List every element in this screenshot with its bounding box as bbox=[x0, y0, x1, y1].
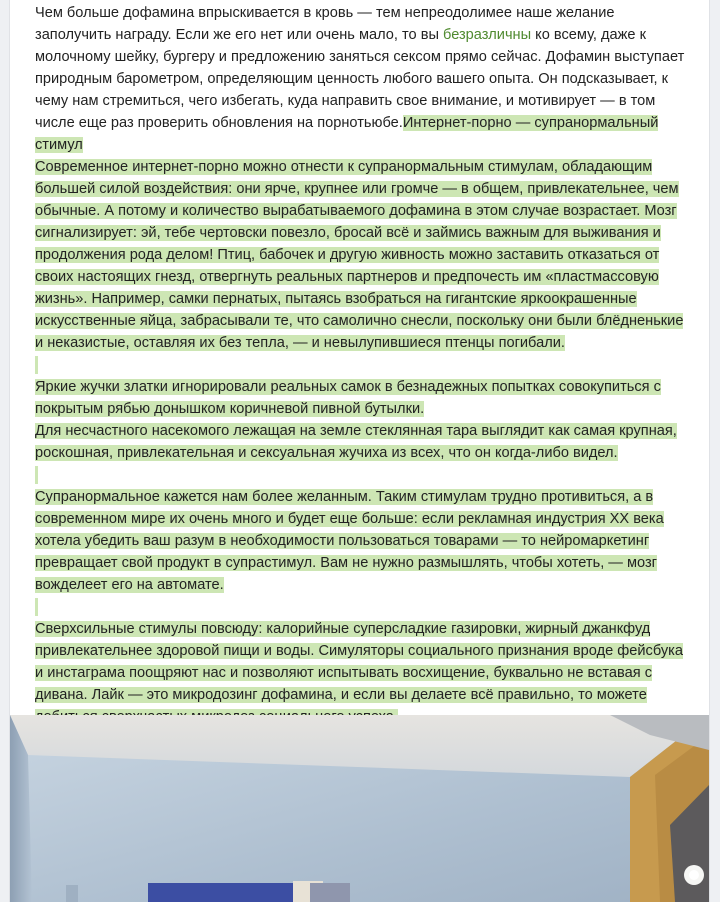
article-card bbox=[9, 0, 710, 902]
highlighted-text: Сверхсильные стимулы повсюду: калорийные суперсладкие газировки, жирный джанкфуд привлекательнее здоровой пищи и воды. Симуляторы социального признания вроде фейсбука и инстаграма поощряют нас и позволяют испытывать восхищение, буквально не вставая с дивана. Лайк — это микродозинг дофамина, и если вы делаете всё правильно, то можете bbox=[35, 621, 683, 725]
empty-line-marker bbox=[35, 596, 685, 618]
paragraph-glass-bottle bbox=[35, 420, 685, 464]
indifferent-link[interactable]: безразличны bbox=[443, 27, 532, 43]
highlight-caret bbox=[35, 356, 38, 374]
highlight-caret bbox=[35, 466, 38, 484]
highlighted-text: Современное интернет-порно можно отнести к супранормальным стимулам, обладающим большей силой воздействия: они ярче, крупнее или громче — в общем, привлекательнее, чем обычные. А потому и количество вырабатываемого дофамина в этом случае возрастает. Мозг сигнализирует: эй, тебе чертовски повезло, бросай всё и займись важным для выживания и продолжения рода делом! Птиц, бабочек и другую живность можно заставить отказаться от своих настоящих гнезд, отвергнуть реальных партнеров и предпочесть им «пластмассовую жизнь». Например, самки пернатых, пытаясь взобраться на гигантские яркоокрашенные искусственные яйца, забрасывали те, что самолично снесли, поскольку они были блёдненькие и неказистые, оставляя их без тепла, — и невылупившиеся птенцы погибали. bbox=[35, 159, 684, 351]
intro-paragraph bbox=[35, 2, 685, 156]
empty-line-marker bbox=[35, 354, 685, 376]
intro-text: Чем больше дофамина впрыскивается в кровь — тем непреодолимее наше желание заполучить награду. Если же его нет или очень мало, то вы bbox=[35, 5, 615, 43]
intro-text-continued: ко всему, даже к молочному шейку, бургеру и предложению заняться сексом прямо сейчас. Дофамин выступает природным барометром, определяющим ценность любого вашего опыта. Он подсказывает, к чему нам стремиться, чего избегать, куда направить свое внимание, и мотивирует — в том числе еще раз проверить обновления на порнотьюбе. bbox=[35, 27, 685, 131]
highlighted-text: Для несчастного насекомого лежащая на земле стеклянная тара выглядит как самая крупная, роскошная, привлекательная и сексуальная жучиха из всех, что он когда-либо видел. bbox=[35, 423, 677, 461]
highlighted-text: Яркие жучки златки игнорировали реальных самок в безнадежных попытках совокупиться с покрытым рябью донышком коричневой пивной бутылки. bbox=[35, 379, 661, 417]
paragraph-supranormal-desire bbox=[35, 486, 685, 596]
empty-line-marker bbox=[35, 464, 685, 486]
section-heading-highlight: Интернет-порно — супранормальный стимул bbox=[35, 115, 659, 153]
paragraph-supranormal-porn bbox=[35, 156, 685, 354]
highlighted-text: Супранормальное кажется нам более желанным. Таким стимулам трудно противиться, а в современном мире их очень много и будет еще больше: если рекламная индустрия XX века хотела убедить ваш разум в необходимости пользоваться товарами — то нейромаркетинг превращает свой продукт в супрастимул. Вам не нужно размышлять, чтобы хотеть, — мозг вожделеет его на автомате. bbox=[35, 489, 664, 593]
article-photo bbox=[10, 715, 709, 902]
paragraph-jewel-beetles bbox=[35, 376, 685, 420]
article-body bbox=[35, 2, 685, 728]
room-photo-illustration bbox=[10, 715, 709, 902]
highlight-caret bbox=[35, 598, 38, 616]
paragraph-superstimuli bbox=[35, 618, 685, 728]
